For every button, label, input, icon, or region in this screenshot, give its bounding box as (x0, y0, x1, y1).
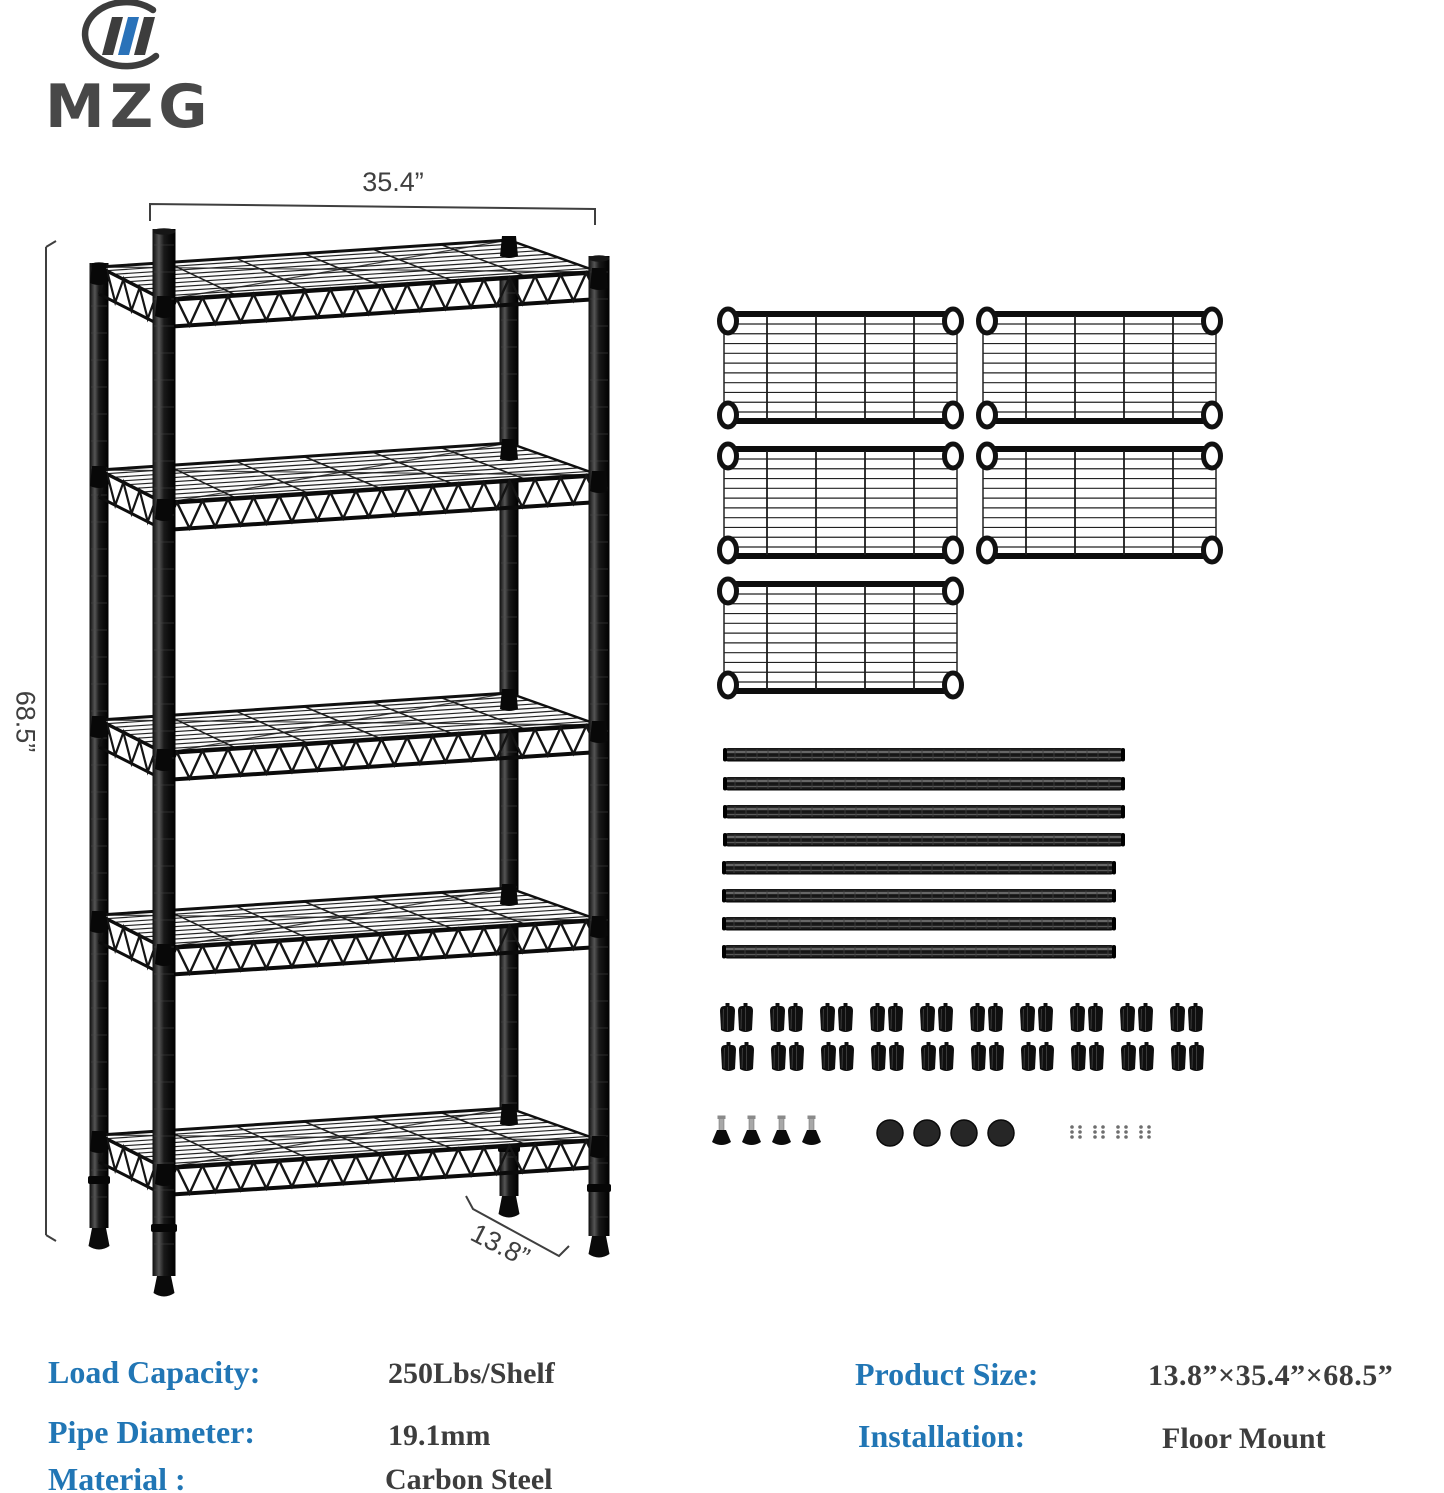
clip-part (1120, 1003, 1135, 1032)
connector-part (1116, 1125, 1128, 1139)
clip-part (1088, 1003, 1103, 1032)
clip-part (770, 1003, 785, 1032)
corner-ring (945, 403, 962, 427)
parts-diagram (712, 309, 1221, 1146)
wire-shelf-part (720, 579, 962, 697)
spec-product-size-value: 13.8”×35.4”×68.5” (1148, 1359, 1394, 1392)
clip-part (1121, 1042, 1136, 1071)
clip-part (920, 1003, 935, 1032)
shelf-sleeve (500, 1104, 518, 1126)
shelf-pole (587, 255, 611, 1257)
leveling-foot-part (742, 1116, 761, 1146)
spec-load-capacity-value: 250Lbs/Shelf (388, 1357, 555, 1390)
spec-pipe-diameter-value: 19.1mm (388, 1419, 491, 1452)
logo-text: MZG (45, 72, 213, 142)
clip-part (721, 1042, 736, 1071)
spec-material-value: Carbon Steel (385, 1463, 553, 1493)
foot-cap-part (988, 1120, 1014, 1146)
shelf-sleeve (90, 263, 108, 285)
clip-part (939, 1042, 954, 1071)
spec-installation-value: Floor Mount (1162, 1422, 1326, 1455)
brand-logo (45, 2, 212, 142)
shelf-sleeve (155, 1164, 173, 1186)
foot-cap-part (914, 1120, 940, 1146)
connector-part (1070, 1125, 1082, 1139)
wire-shelf-part (720, 444, 962, 562)
clip-part (738, 1003, 753, 1032)
corner-ring (945, 579, 962, 603)
corner-ring (945, 444, 962, 468)
pole-part (722, 889, 1116, 903)
clip-part (938, 1003, 953, 1032)
clip-part (1171, 1042, 1186, 1071)
shelf-sleeve (590, 268, 608, 290)
pole-foot-cap (589, 1236, 610, 1258)
width-dimension-label: 35.4” (362, 167, 424, 197)
pole-foot-cap (499, 1196, 520, 1218)
clip-part (820, 1003, 835, 1032)
clip-part (971, 1042, 986, 1071)
shelf-sleeve (90, 1131, 108, 1153)
wire-shelf-part (979, 444, 1221, 562)
height-dimension-label: 68.5” (10, 690, 41, 753)
clip-part (870, 1003, 885, 1032)
clip-part (720, 1003, 735, 1032)
corner-ring (1204, 309, 1221, 333)
corner-ring (720, 444, 737, 468)
corner-ring (979, 309, 996, 333)
clip-part (1170, 1003, 1185, 1032)
corner-ring (720, 403, 737, 427)
clip-part (1089, 1042, 1104, 1071)
spec-product-size-label: Product Size: (855, 1356, 1039, 1392)
shelf-sleeve (590, 1136, 608, 1158)
pole-foot-cap (89, 1228, 110, 1250)
shelf-sleeve (155, 749, 173, 771)
corner-ring (720, 579, 737, 603)
pole-part (722, 861, 1116, 875)
shelf-sleeve (590, 721, 608, 743)
corner-ring (979, 444, 996, 468)
clip-part (1020, 1003, 1035, 1032)
corner-ring (720, 309, 737, 333)
clip-part (1139, 1042, 1154, 1071)
pole-part (722, 945, 1116, 959)
spec-load-capacity-label: Load Capacity: (48, 1354, 261, 1390)
shelf-sleeve (500, 884, 518, 906)
pole-foot-cap (154, 1276, 175, 1297)
clip-part (1070, 1003, 1085, 1032)
shelf-pole (88, 262, 110, 1249)
wire-shelf-part (979, 309, 1221, 427)
spec-installation-label: Installation: (858, 1418, 1026, 1454)
clip-part (1189, 1042, 1204, 1071)
clip-part (1188, 1003, 1203, 1032)
connector-part (1139, 1125, 1151, 1139)
foot-cap-part (877, 1120, 903, 1146)
clip-part (1138, 1003, 1153, 1032)
clip-part (889, 1042, 904, 1071)
foot-cap-part (951, 1120, 977, 1146)
shelf-sleeve (500, 236, 518, 258)
leveling-foot-part (772, 1116, 791, 1146)
width-dimension-line (150, 204, 595, 225)
clip-part (1021, 1042, 1036, 1071)
clip-part (839, 1042, 854, 1071)
pole-part (723, 805, 1125, 819)
leveling-foot-part (802, 1116, 821, 1146)
pole-part (722, 917, 1116, 931)
leveling-foot-part (712, 1116, 731, 1146)
clip-part (1038, 1003, 1053, 1032)
shelf-sleeve (590, 916, 608, 938)
shelf-sleeve (90, 911, 108, 933)
corner-ring (1204, 538, 1221, 562)
clip-part (788, 1003, 803, 1032)
shelf-sleeve (500, 689, 518, 711)
connector-part (1093, 1125, 1105, 1139)
depth-dimension-label: 13.8” (465, 1217, 535, 1273)
shelf-sleeve (500, 439, 518, 461)
clip-part (988, 1003, 1003, 1032)
shelf-sleeve (155, 944, 173, 966)
corner-ring (1204, 403, 1221, 427)
clip-part (821, 1042, 836, 1071)
corner-ring (1204, 444, 1221, 468)
pole-part (723, 748, 1125, 762)
pole-part (723, 777, 1125, 791)
corner-ring (945, 673, 962, 697)
shelf-sleeve (155, 499, 173, 521)
product-render (88, 228, 611, 1296)
clip-part (989, 1042, 1004, 1071)
spec-material-label: Material : (48, 1461, 186, 1493)
clip-part (1039, 1042, 1054, 1071)
shelf-sleeve (590, 471, 608, 493)
corner-ring (945, 538, 962, 562)
spec-pipe-diameter-label: Pipe Diameter: (48, 1414, 256, 1450)
clip-part (838, 1003, 853, 1032)
corner-ring (979, 403, 996, 427)
clip-part (771, 1042, 786, 1071)
clip-part (970, 1003, 985, 1032)
clip-part (1071, 1042, 1086, 1071)
shelf-sleeve (155, 296, 173, 318)
corner-ring (979, 538, 996, 562)
shelf-sleeve (90, 716, 108, 738)
corner-ring (720, 673, 737, 697)
clip-part (888, 1003, 903, 1032)
pole-part (723, 833, 1125, 847)
wire-shelf-part (720, 309, 962, 427)
shelf-sleeve (90, 466, 108, 488)
clip-part (871, 1042, 886, 1071)
corner-ring (945, 309, 962, 333)
clip-part (789, 1042, 804, 1071)
corner-ring (720, 538, 737, 562)
clip-part (739, 1042, 754, 1071)
clip-part (921, 1042, 936, 1071)
